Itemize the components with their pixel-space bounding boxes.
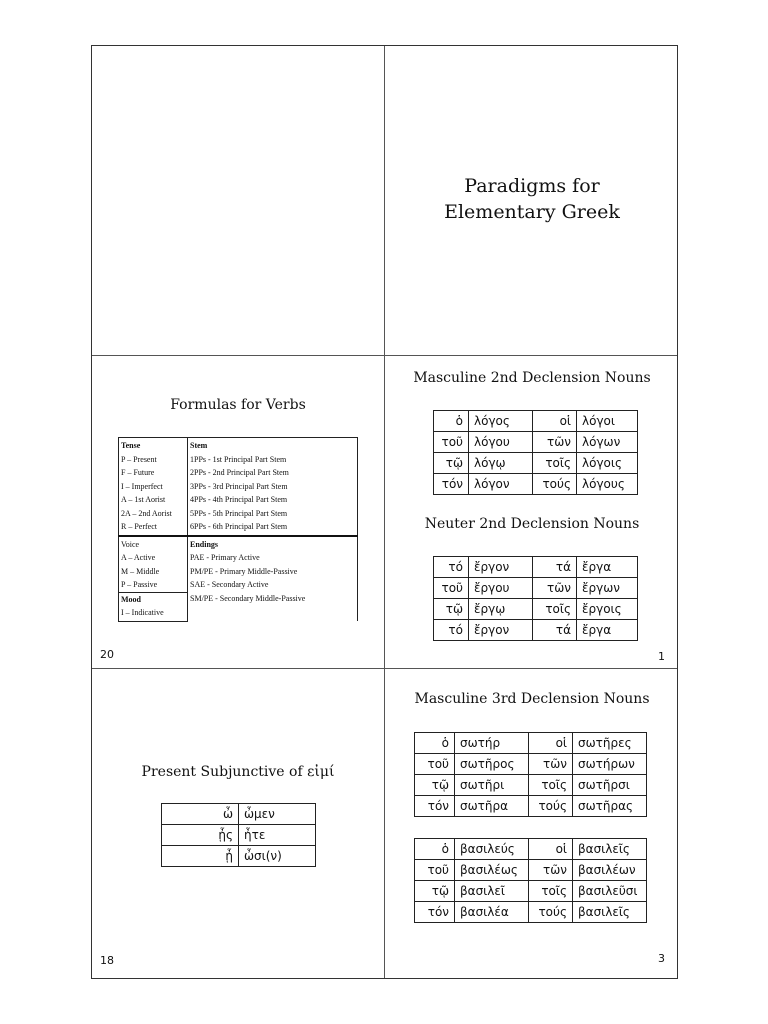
table-row xyxy=(415,796,647,817)
table-row xyxy=(434,599,638,620)
voice-item: P – Passive xyxy=(121,580,158,589)
table-cell: ἦτε xyxy=(239,825,316,846)
endings-item: PAE - Primary Active xyxy=(190,553,260,562)
formulas-table xyxy=(118,437,358,622)
formulas-heading: Formulas for Verbs xyxy=(170,397,306,413)
tense-item: P – Present xyxy=(121,454,157,464)
table-cell: ᾖς xyxy=(162,825,239,846)
table-cell: τῷ xyxy=(434,599,469,620)
table-cell: τό xyxy=(434,557,469,578)
table-cell: ἔργον xyxy=(469,557,533,578)
endings-header: Endings xyxy=(190,539,219,549)
table-cell: τῷ xyxy=(415,775,455,796)
table-row xyxy=(434,620,638,641)
table-cell: ἔργον xyxy=(469,620,533,641)
masc3-table-b xyxy=(414,838,647,923)
table-cell: τοῖς xyxy=(529,775,573,796)
endings-item: SM/PE - Secondary Middle-Passive xyxy=(190,593,306,603)
table-row xyxy=(415,881,647,902)
page-number-18: 18 xyxy=(100,954,114,967)
page-number-20: 20 xyxy=(100,648,114,661)
neut2-heading: Neuter 2nd Declension Nouns xyxy=(424,516,640,532)
table-cell: τῶν xyxy=(529,754,573,775)
stem-header: Stem xyxy=(190,441,208,450)
masc3-heading: Masculine 3rd Declension Nouns xyxy=(414,691,650,707)
stem-item: 2PPs - 2nd Principal Part Stem xyxy=(190,468,289,477)
table-cell: τόν xyxy=(415,902,455,923)
stem-item: 6PPs - 6th Principal Part Stem xyxy=(190,522,288,531)
table-cell: τοῖς xyxy=(533,453,577,474)
table-cell: ἔργου xyxy=(469,578,533,599)
table-cell: ὁ xyxy=(415,839,455,860)
masc3-table-a xyxy=(414,732,647,817)
tense-item: A – 1st Aorist xyxy=(121,495,166,504)
table-cell: οἱ xyxy=(529,839,573,860)
table-row xyxy=(415,775,647,796)
table-cell: ὦμεν xyxy=(239,804,316,825)
stem-item: 5PPs - 5th Principal Part Stem xyxy=(190,508,288,518)
table-row xyxy=(415,860,647,881)
table-cell: οἱ xyxy=(533,411,577,432)
table-row xyxy=(415,839,647,860)
tense-item: I – Imperfect xyxy=(121,481,163,491)
table-cell: λόγου xyxy=(469,432,533,453)
table-cell: τοῦ xyxy=(415,754,455,775)
table-cell: ὁ xyxy=(415,733,455,754)
table-cell: τά xyxy=(533,620,577,641)
table-cell: βασιλεῖς xyxy=(573,902,647,923)
table-row xyxy=(434,578,638,599)
table-cell: τῷ xyxy=(415,881,455,902)
table-cell: βασιλεῖς xyxy=(573,839,647,860)
horizontal-divider-2 xyxy=(92,668,677,669)
table-cell: οἱ xyxy=(529,733,573,754)
table-cell: ὁ xyxy=(434,411,469,432)
table-cell: τούς xyxy=(529,796,573,817)
table-cell: τοῖς xyxy=(533,599,577,620)
tense-item: F – Future xyxy=(121,468,155,477)
table-cell: βασιλεύς xyxy=(455,839,529,860)
table-cell: ᾖ xyxy=(162,846,239,867)
table-row xyxy=(434,557,638,578)
neut2-table xyxy=(433,556,638,641)
table-cell: σωτῆρος xyxy=(455,754,529,775)
table-cell: σωτῆρα xyxy=(455,796,529,817)
table-cell: τῶν xyxy=(533,432,577,453)
handout-sheet xyxy=(91,45,678,979)
table-cell: ὦ xyxy=(162,804,239,825)
table-cell: λόγῳ xyxy=(469,453,533,474)
table-row xyxy=(434,411,638,432)
table-cell: τοῖς xyxy=(529,881,573,902)
table-cell: τοῦ xyxy=(415,860,455,881)
table-cell: σωτήρ xyxy=(455,733,529,754)
table-cell: τῷ xyxy=(434,453,469,474)
horizontal-divider-1 xyxy=(92,355,677,356)
table-cell: ἔργοις xyxy=(577,599,638,620)
table-cell: τά xyxy=(533,557,577,578)
tense-header: Tense xyxy=(121,441,141,450)
table-cell: βασιλέα xyxy=(455,902,529,923)
table-cell: λόγων xyxy=(577,432,638,453)
table-row xyxy=(162,846,316,867)
table-row xyxy=(415,733,647,754)
table-row xyxy=(434,453,638,474)
table-cell: λόγος xyxy=(469,411,533,432)
stem-item: 4PPs - 4th Principal Part Stem xyxy=(190,495,288,504)
tense-item: 2A – 2nd Aorist xyxy=(121,508,172,518)
page-number-3: 3 xyxy=(658,952,665,965)
title-line-2: Elementary Greek xyxy=(444,201,620,223)
table-cell: λόγοι xyxy=(577,411,638,432)
endings-item: PM/PE - Primary Middle-Passive xyxy=(190,566,298,576)
table-cell: λόγοις xyxy=(577,453,638,474)
table-cell: ἔργα xyxy=(577,620,638,641)
voice-item: M – Middle xyxy=(121,566,160,576)
table-cell: ἔργα xyxy=(577,557,638,578)
stem-cell xyxy=(188,438,358,536)
table-row xyxy=(415,902,647,923)
endings-item: SAE - Secondary Active xyxy=(190,580,269,589)
table-cell: τό xyxy=(434,620,469,641)
subj-table xyxy=(161,803,316,867)
table-cell: τοῦ xyxy=(434,432,469,453)
table-cell: τῶν xyxy=(529,860,573,881)
table-cell: τόν xyxy=(434,474,469,495)
table-cell: λόγους xyxy=(577,474,638,495)
masc2-table xyxy=(433,410,638,495)
voice-mood-cell xyxy=(119,536,188,622)
table-cell: βασιλέων xyxy=(573,860,647,881)
table-cell: τούς xyxy=(529,902,573,923)
voice-item: A – Active xyxy=(121,553,156,562)
table-cell: σωτῆρι xyxy=(455,775,529,796)
voice-header: Voice xyxy=(121,539,140,549)
mood-header: Mood xyxy=(119,592,187,607)
table-cell: τούς xyxy=(533,474,577,495)
table-cell: τοῦ xyxy=(434,578,469,599)
subj-heading: Present Subjunctive of εἰμί xyxy=(141,764,335,780)
table-row xyxy=(434,432,638,453)
table-cell: σωτῆρσι xyxy=(573,775,647,796)
mood-item: I – Indicative xyxy=(121,608,164,617)
table-cell: βασιλεῦσι xyxy=(573,881,647,902)
table-cell: ἔργῳ xyxy=(469,599,533,620)
masc2-heading: Masculine 2nd Declension Nouns xyxy=(413,370,651,386)
title-line-1: Paradigms for xyxy=(464,175,600,197)
table-row xyxy=(162,804,316,825)
title-block xyxy=(385,173,679,225)
table-cell: ὦσι(ν) xyxy=(239,846,316,867)
page-number-1: 1 xyxy=(658,650,665,663)
table-cell: ἔργων xyxy=(577,578,638,599)
tense-cell xyxy=(119,438,188,536)
table-cell: βασιλέως xyxy=(455,860,529,881)
table-cell: σωτήρων xyxy=(573,754,647,775)
table-cell: βασιλεῖ xyxy=(455,881,529,902)
table-row xyxy=(434,474,638,495)
table-row xyxy=(415,754,647,775)
stem-item: 3PPs - 3rd Principal Part Stem xyxy=(190,481,288,491)
stem-item: 1PPs - 1st Principal Part Stem xyxy=(190,454,287,464)
table-row xyxy=(162,825,316,846)
endings-cell xyxy=(188,536,358,622)
table-cell: λόγον xyxy=(469,474,533,495)
table-cell: σωτῆρας xyxy=(573,796,647,817)
table-cell: σωτῆρες xyxy=(573,733,647,754)
tense-item: R – Perfect xyxy=(121,522,157,531)
table-cell: τόν xyxy=(415,796,455,817)
table-cell: τῶν xyxy=(533,578,577,599)
